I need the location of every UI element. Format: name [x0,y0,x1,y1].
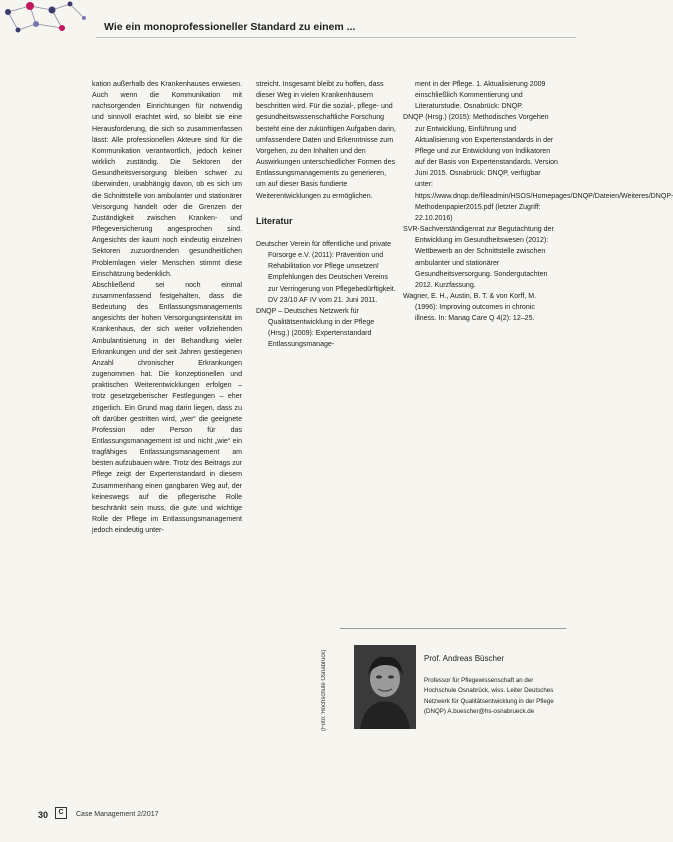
text-column-3 [403,79,673,324]
page-number: 30 [38,810,49,820]
body-paragraph: streicht. Insgesamt bleibt zu hoffen, dass dieser Weg in vielen Krankenhäusern beschritten wird. Für die sozial-, pflege- und gesundheitswissenschaftliche Forschung besteht eine der zukünftigen Aufgaben darin, umfassendere Daten und Erkenntnisse zum Vorgehen, zu den Inhalten und den Auswirkungen unterschiedlicher Formen des Entlassungsmanagements zu generieren, um auf dieser Basis fundierte Weiterentwicklungen zu ermöglichen. [256,81,396,200]
reference-entry: Wagner, E. H., Austin, B. T. & von Korff, M. (1996): Improving outcomes in chronic illness. In: Manag Care Q 4(2): 12–25. [403,292,537,323]
molecule-decoration-icon [0,0,90,44]
author-photo [354,645,416,729]
reference-entry: DNQP – Deutsches Netzwerk für Qualitätsentwicklung in der Pflege (Hrsg.) (2009): Expertenstandard Entlassungsmanage- [256,307,375,349]
body-paragraph: kation außerhalb des Krankenhauses erwiesen. Auch wenn die Kommunikation mit nachsorgenden Einrichtungen für notwendig und sinnvoll erachtet wird, so bleibt sie eine Herausforderung, die sich so zusammenfassen lässt: Alle professionellen Akteure sind für die Kommunikation verantwortlich, jedoch keiner wirklich zuständig. Die Sektoren der Gesundheitsversorgung bleiben schwer zu überwinden, unabhängig davon, ob es sich um die Schnittstelle von ambulanter und stationärer Versorgung handelt oder die Grenzen der Zuständigkeit zwischen Kranken- und Pflegeversicherung angesprochen sind. Angesichts der kaum noch eindeutig einzelnen Sektoren zuzuordnenden gesundheitlichen Problemlagen vieler Menschen stimmt diese Einschätzung bedenklich. [92,81,242,278]
text-column-2 [256,79,396,350]
text-column-1 [92,79,242,536]
page-header [0,0,600,44]
reference-entry: DNQP (Hrsg.) (2015): Methodisches Vorgehen zur Entwicklung, Einführung und Aktualisierung von Expertenstandards in der Pflege und zur Entwicklung von Indikatoren auf der Basis von Expertenstandards. Version Juni 2015. Osnabrück: DNQP, verfügbar unter: https://www.dnqp.de/fileadmin/HSOS/Homepages/DNQP/Dateien/Weiteres/DNQP-Methodenpapier2015.pdf (letzter Zugriff: 22.10.2016) [403,114,673,222]
author-bio: Professor für Pflegewissenschaft an der Hochschule Osnabrück, wiss. Leiter Deutsches Netzwerk für Qualitätsentwicklung in der Pflege (DNQP) A.buescher@hs-osnabrueck.de [424,677,554,715]
reference-entry: SVR-Sachverständigenrat zur Begutachtung der Entwicklung im Gesundheitswesen (2012): Wettbewerb an der Schnittstelle zwischen ambulanter und stationärer Gesundheitsversorgung. Sondergutachten 2012. Kurzfassung. [403,226,554,289]
photo-credit: (Foto: Hochschule Osnabrück) [321,649,327,731]
journal-logo-icon: C [55,807,67,819]
reference-continuation: ment in der Pflege. 1. Aktualisierung 2009 einschließlich Kommentierung und Literaturstudie. Osnabrück: DNQP. [415,81,546,111]
body-paragraph: Abschließend sei noch einmal zusammenfassend festgehalten, dass die Bedeutung des Entlassungsmanagements angesichts der hohen Versorgungsintensität im Krankenhaus, der sich weiter vollziehenden Ambulantisierung in der Behandlung vieler Erkrankungen und der seit Jahren gestiegenen Anzahl chronischer Erkrankungen zugenommen hat. Die konzeptionellen und praktischen Weiterentwicklungen erfolgen – trotz gesetzgeberischer Festlegungen – eher zögerlich. Ein Grund mag darin liegen, dass zu oft darüber gestritten wird, „wer“ die geeignete Profession oder Person für das Entlassungsmanagement ist und nicht „wie“ ein tragfähiges Entlassungsmanagement am besten aufzubauen wäre. Trotz des Beitrags zur Pflege zeigt der Expertenstandard in diesem Zusammenhang einen gangbaren Weg auf, der keineswegs auf die pflegerische Rolle beschränkt sein muss, die gute und wichtige Rolle der Pflege im Entlassungsmanagement jedoch eindeutig unter- [92,281,242,535]
journal-name: Case Management 2/2017 [76,811,159,818]
running-header-title: Wie ein monoprofessioneller Standard zu einem ... [104,21,356,33]
author-name: Prof. Andreas Büscher [424,654,505,663]
author-portrait-icon [354,645,416,729]
reference-entry: Deutscher Verein für öffentliche und private Fürsorge e.V. (2011): Prävention und Rehabilitation vor Pflege umsetzen! Empfehlungen des Deutschen Vereins zur Verringerung von Pflegebedürftigkeit. DV 23/10 AF IV vom 21. Juni 2011. [256,240,396,304]
header-divider [96,37,576,38]
literature-heading: Literatur [256,215,293,226]
